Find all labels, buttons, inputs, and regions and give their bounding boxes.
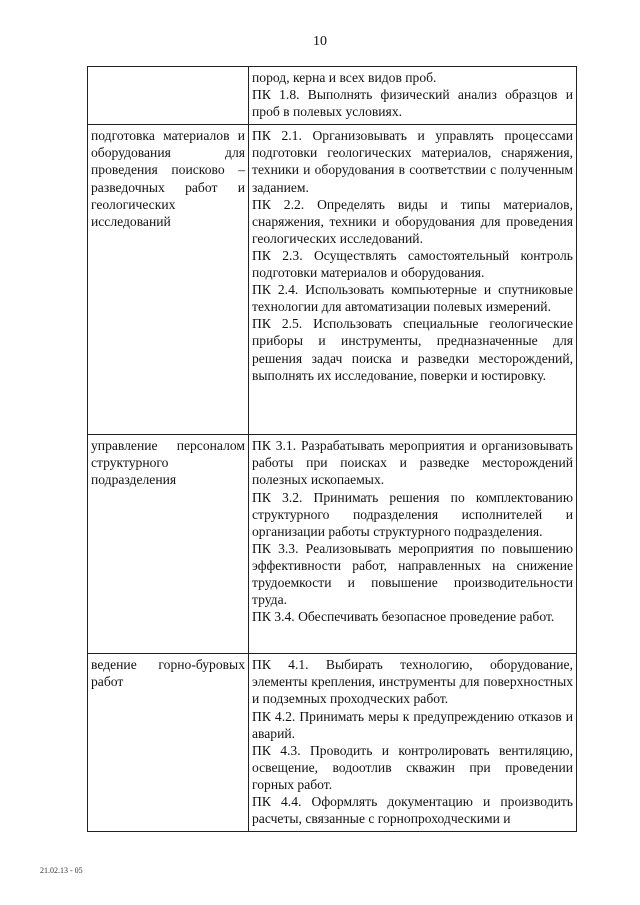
- competence-item: ПК 3.1. Разрабатывать мероприятия и организовывать работы при поисках и разведке месторождений полезных ископаемых.: [252, 438, 573, 488]
- competence-item: ПК 2.2. Определять виды и типы материалов, снаряжения, техники и оборудования для проведения геологических исследований.: [252, 196, 573, 246]
- table-row: [88, 654, 577, 832]
- activity-cell: подготовка материалов и оборудования для проведения поисково – разведочных работ и геологических исследований: [88, 125, 249, 435]
- activity-cell: [88, 67, 249, 125]
- competence-cell: [249, 654, 577, 832]
- page-number: 10: [313, 34, 327, 49]
- competence-item: ПК 2.5. Использовать специальные геологические приборы и инструменты, предназначенные для решения задач поиска и разведки месторождений, выполнять их исследование, поверки и юстировку.: [252, 316, 573, 383]
- competence-item: ПК 2.3. Осуществлять самостоятельный контроль подготовки материалов и оборудования.: [252, 247, 573, 281]
- document-code: 21.02.13 - 05: [40, 866, 83, 875]
- table-row: [88, 435, 577, 654]
- competence-item: ПК 3.3. Реализовывать мероприятия по повышению эффективности работ, направленных на снижение трудоемкости и повышение производительности труда.: [252, 540, 573, 608]
- activity-cell: управление персоналом структурного подразделения: [88, 435, 249, 654]
- competence-item: ПК 4.1. Выбирать технологию, оборудование, элементы крепления, инструменты для поверхностных и подземных проходческих работ.: [252, 657, 573, 707]
- competence-text: пород, керна и всех видов проб.: [252, 70, 437, 85]
- activity-cell: ведение горно-буровых работ: [88, 654, 249, 832]
- competence-item: ПК 2.1. Организовывать и управлять процессами подготовки геологических материалов, снаряжения, техники и оборудования в соответствии с полученным заданием.: [252, 128, 573, 195]
- competence-cell: [249, 435, 577, 654]
- competencies-table: [87, 66, 577, 832]
- competence-item: ПК 3.2. Принимать решения по комплектованию структурного подразделения исполнителей и организации работы структурного подразделения.: [252, 489, 573, 539]
- table-row: [88, 125, 577, 435]
- competence-cell: [249, 67, 577, 125]
- competence-item: ПК 2.4. Использовать компьютерные и спутниковые технологии для автоматизации полевых измерений.: [252, 282, 573, 315]
- competence-item: ПК 3.4. Обеспечивать безопасное проведение работ.: [252, 609, 555, 625]
- competence-item: ПК 4.3. Проводить и контролировать вентиляцию, освещение, водоотлив скважин при проведении горных работ.: [252, 742, 573, 792]
- competence-item: ПК 4.4. Оформлять документацию и производить расчеты, связанные с горнопроходческими и: [252, 794, 573, 827]
- competence-item: ПК 4.2. Принимать меры к предупреждению отказов и аварий.: [252, 708, 573, 741]
- competence-cell: [249, 125, 577, 435]
- table-row: [88, 67, 577, 125]
- competence-item: ПК 1.8. Выполнять физический анализ образцов и проб в полевых условиях.: [252, 87, 573, 120]
